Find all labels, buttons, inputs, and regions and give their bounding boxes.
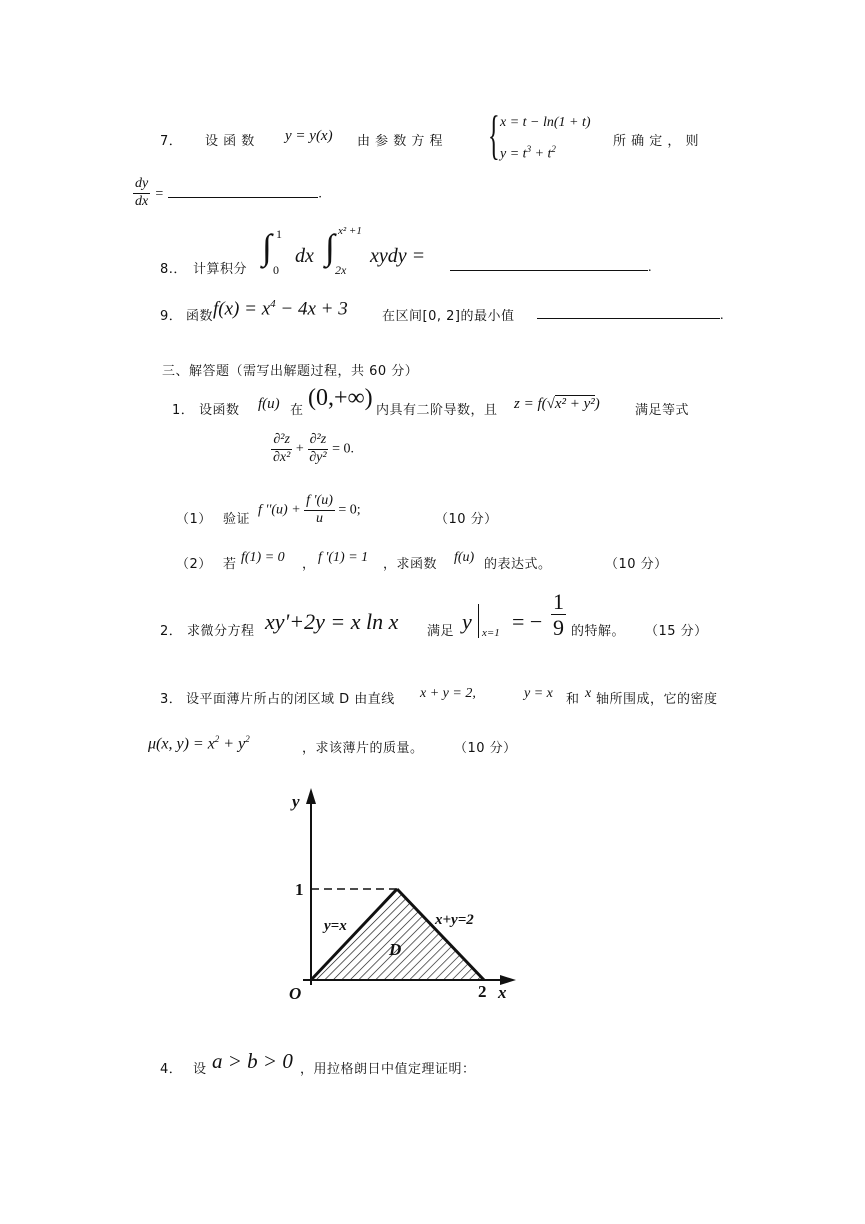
p1-z-expression: z = f(√x² + y²) bbox=[514, 396, 600, 412]
q8-dx: dx bbox=[295, 245, 314, 267]
p1-sub2-cond1: f(1) = 0 bbox=[241, 550, 285, 565]
p2-eval-sub: x=1 bbox=[482, 627, 500, 639]
p1-number: 1． bbox=[172, 403, 195, 418]
q8-number: 8.． bbox=[160, 262, 187, 277]
p2-end: 的特解。 bbox=[571, 624, 626, 639]
p1-sub2-fu: f(u) bbox=[454, 550, 475, 565]
p2-eval-bar bbox=[478, 604, 479, 638]
p1-sub2-end: 的表达式。 bbox=[484, 557, 552, 572]
p1-sub1-label: 验证 bbox=[223, 512, 251, 527]
p4-number: 4． bbox=[160, 1062, 183, 1077]
p2-equation: xy'+2y = x ln x bbox=[265, 609, 399, 634]
q9-interval: 在区间[0, 2]的最小值 bbox=[382, 309, 515, 324]
q7-eq1: x = t − ln(1 + t) bbox=[500, 115, 591, 130]
q8-integral-1: ∫ bbox=[262, 227, 272, 267]
q7-number: 7． bbox=[160, 134, 183, 149]
p3-line1: x + y = 2, bbox=[420, 686, 476, 701]
q9-answer: . bbox=[537, 304, 724, 324]
y-axis-arrow bbox=[306, 788, 316, 804]
x-axis-label: x bbox=[498, 983, 507, 1002]
p3-text-3: 轴所围成，它的密度 bbox=[596, 692, 718, 707]
q9-label: 函数 bbox=[186, 309, 214, 324]
line2-label: x+y=2 bbox=[435, 912, 474, 928]
p1-sub2-number: （2） bbox=[176, 557, 212, 572]
q9-function: $f(x) = x^4 - 4x + 3$ bbox=[213, 298, 348, 320]
q8-integral-2: ∫ bbox=[325, 227, 335, 267]
q9-answer-blank bbox=[537, 318, 720, 319]
p1-sub2-cond2: f '(1) = 1 bbox=[318, 550, 369, 565]
region-figure bbox=[278, 780, 528, 1005]
p3-density: μ(x, $y) = x^2 + y^2$ bbox=[148, 734, 250, 753]
q7-function: y = y(x) bbox=[285, 128, 333, 144]
tick-label-x: 2 bbox=[478, 982, 487, 1001]
p2-cond-label: 满足 bbox=[427, 624, 455, 639]
p4-text: ，用拉格朗日中值定理证明： bbox=[300, 1062, 476, 1077]
q7-brace: { bbox=[488, 105, 500, 165]
section-3-title: 三、解答题（需写出解题过程，共 60 分） bbox=[162, 364, 419, 379]
p1-pde: $\frac{\text{∂²z}}{\text{∂x²}}$ + $\frac{\text{∂²z}}{\text{∂y²}}$ = 0. bbox=[273, 432, 354, 465]
q9-number: 9． bbox=[160, 309, 183, 324]
q8-int1-upper: 1 bbox=[276, 227, 282, 241]
p1-sub1-equation: f ''(u) + $\frac{f '(u)}{u}$ = 0; bbox=[258, 493, 361, 526]
p3-text-1: 设平面薄片所占的闭区域 D 由直线 bbox=[186, 692, 395, 707]
p2-number: 2． bbox=[160, 624, 183, 639]
q7-text-c: 所 确 定 ， 则 bbox=[613, 134, 700, 149]
q8-integrand: xydy = bbox=[370, 245, 426, 267]
p1-text-3: 内具有二阶导数，且 bbox=[376, 403, 498, 418]
q7-derivative: $\frac{dy}{dx}$ = . bbox=[135, 176, 322, 209]
q8-int1-lower: 0 bbox=[273, 263, 279, 277]
tick-label-y: 1 bbox=[295, 880, 304, 899]
p4-condition: a > b > 0 bbox=[212, 1049, 293, 1073]
p1-sub2-sep: ， bbox=[302, 557, 316, 572]
p3-score: （10 分） bbox=[454, 741, 517, 756]
p2-eq2: = − bbox=[512, 609, 543, 634]
p2-fraction: $\frac{1}{9}$ bbox=[553, 589, 564, 641]
origin-label: O bbox=[289, 984, 302, 1003]
q8-int2-lower: 2x bbox=[335, 263, 347, 277]
q7-text-a: 设 函 数 bbox=[205, 134, 255, 149]
q8-int2-upper: x² +1 bbox=[338, 225, 362, 237]
p1-fu: f(u) bbox=[258, 396, 280, 412]
p3-text-2: 和 bbox=[566, 692, 580, 707]
p3-text-4: ，求该薄片的质量。 bbox=[302, 741, 424, 756]
q7-text-b: 由 参 数 方 程 bbox=[357, 134, 444, 149]
p1-sub2-text: ，求函数 bbox=[383, 557, 438, 572]
p1-sub2-score: （10 分） bbox=[605, 557, 668, 572]
p2-y: y bbox=[462, 609, 472, 634]
p2-label: 求微分方程 bbox=[187, 624, 255, 639]
p3-x: x bbox=[585, 686, 592, 701]
region-d-fill bbox=[311, 889, 484, 980]
p1-sub1-score: （10 分） bbox=[435, 512, 498, 527]
q8-answer: . bbox=[450, 256, 652, 276]
p3-line2: y = x bbox=[524, 686, 553, 701]
y-axis-label: y bbox=[292, 792, 300, 811]
p1-text-4: 满足等式 bbox=[635, 403, 690, 418]
p4-label: 设 bbox=[193, 1062, 207, 1077]
q7-answer-blank bbox=[168, 197, 318, 198]
q8-label: 计算积分 bbox=[193, 262, 248, 277]
p1-text-2: 在 bbox=[290, 403, 304, 418]
region-label: D bbox=[389, 940, 402, 959]
p1-sub1-number: （1） bbox=[176, 512, 212, 527]
q8-answer-blank bbox=[450, 270, 648, 271]
p1-text-1: 设函数 bbox=[199, 403, 240, 418]
p3-number: 3． bbox=[160, 692, 183, 707]
p2-score: （15 分） bbox=[645, 624, 708, 639]
p1-sub2-label: 若 bbox=[223, 557, 237, 572]
q7-eq2: $y = t^3 + t^2$ bbox=[500, 144, 556, 162]
line1-label: y=x bbox=[324, 918, 347, 934]
p1-interval: (0,+∞) bbox=[308, 385, 373, 411]
